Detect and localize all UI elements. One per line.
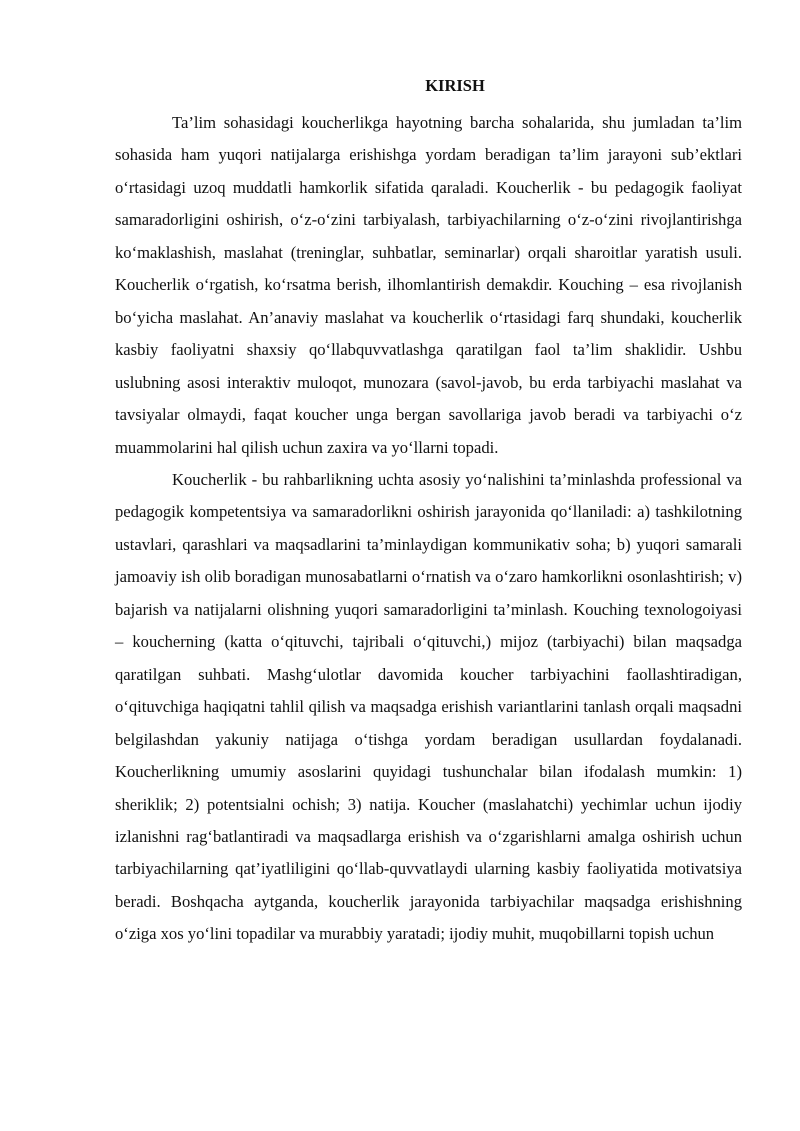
section-title: KIRISH bbox=[425, 76, 485, 95]
body-text bbox=[115, 107, 742, 951]
paragraph-2: Koucherlik - bu rahbarlikning uchta asosiy yo‘nalishini ta’minlashda professional va pedagogik kompetentsiya va samaradorlikni oshirish jarayonida qo‘llaniladi: a) tashkilotning ustavlari, qarashlari va maqsadlarini ta’minlaydigan kommunikativ soha; b) yuqori samarali jamoaviy ish olib boradigan munosabatlarni o‘rnatish va o‘zaro hamkorlikni osonlashtirish; v) bajarish va natijalarni olishning yuqori samaradorligini ta’minlash. Kouching texnologoiyasi – koucherning (katta o‘qituvchi, tajribali o‘qituvchi,) mijoz (tarbiyachi) bilan maqsadga qaratilgan suhbati. Mashg‘ulotlar davomida koucher tarbiyachini faollashtiradigan, o‘qituvchiga haqiqatni tahlil qilish va maqsadga erishish variantlarini tanlash orqali maqsadni belgilashdan yakuniy natijaga o‘tishga yordam beradigan usullardan foydalanadi. Koucherlikning umumiy asoslarini quyidagi tushunchalar bilan ifodalash mumkin: 1) sheriklik; 2) potentsialni ochish; 3) natija. Koucher (maslahatchi) yechimlar uchun ijodiy izlanishni rag‘batlantiradi va maqsadlarga erishish va o‘zgarishlarni amalga oshirish uchun tarbiyachilarning qat’iyatliligini qo‘llab-quvvatlaydi ularning kasbiy faoliyatida motivatsiya beradi. Boshqacha aytganda, koucherlik jarayonida tarbiyachilar maqsadga erishishning o‘ziga xos yo‘lini topadilar va murabbiy yaratadi; ijodiy muhit, muqobillarni topish uchun bbox=[115, 469, 742, 944]
paragraph-1: Ta’lim sohasidagi koucherlikga hayotning barcha sohalarida, shu jumladan ta’lim sohasida ham yuqori natijalarga erishishga yordam beradigan ta’lim jarayoni sub’ektlari o‘rtasidagi uzoq muddatli hamkorlik sifatida qaraladi. Koucherlik - bu pedagogik faoliyat samaradorligini oshirish, o‘z-o‘zini tarbiyalash, tarbiyachilarning o‘z-o‘zini rivojlantirishga ko‘maklashish, maslahat (treninglar, suhbatlar, seminarlar) orqali sharoitlar yaratish usuli. Koucherlik o‘rgatish, ko‘rsatma berish, ilhomlantirish demakdir. Kouching – esa rivojlanish bo‘yicha maslahat. An’anaviy maslahat va koucherlik o‘rtasidagi farq shundaki, koucherlik kasbiy faoliyatni shaxsiy qo‘llabquvvatlashga qaratilgan faol ta’lim shaklidir. Ushbu uslubning asosi interaktiv muloqot, munozara (savol-javob, bu erda tarbiyachi maslahat va tavsiyalar olmaydi, faqat koucher unga bergan savollariga javob beradi va tarbiyachi o‘z muammolarini hal qilish uchun zaxira va yo‘llarni topadi. bbox=[115, 113, 742, 457]
